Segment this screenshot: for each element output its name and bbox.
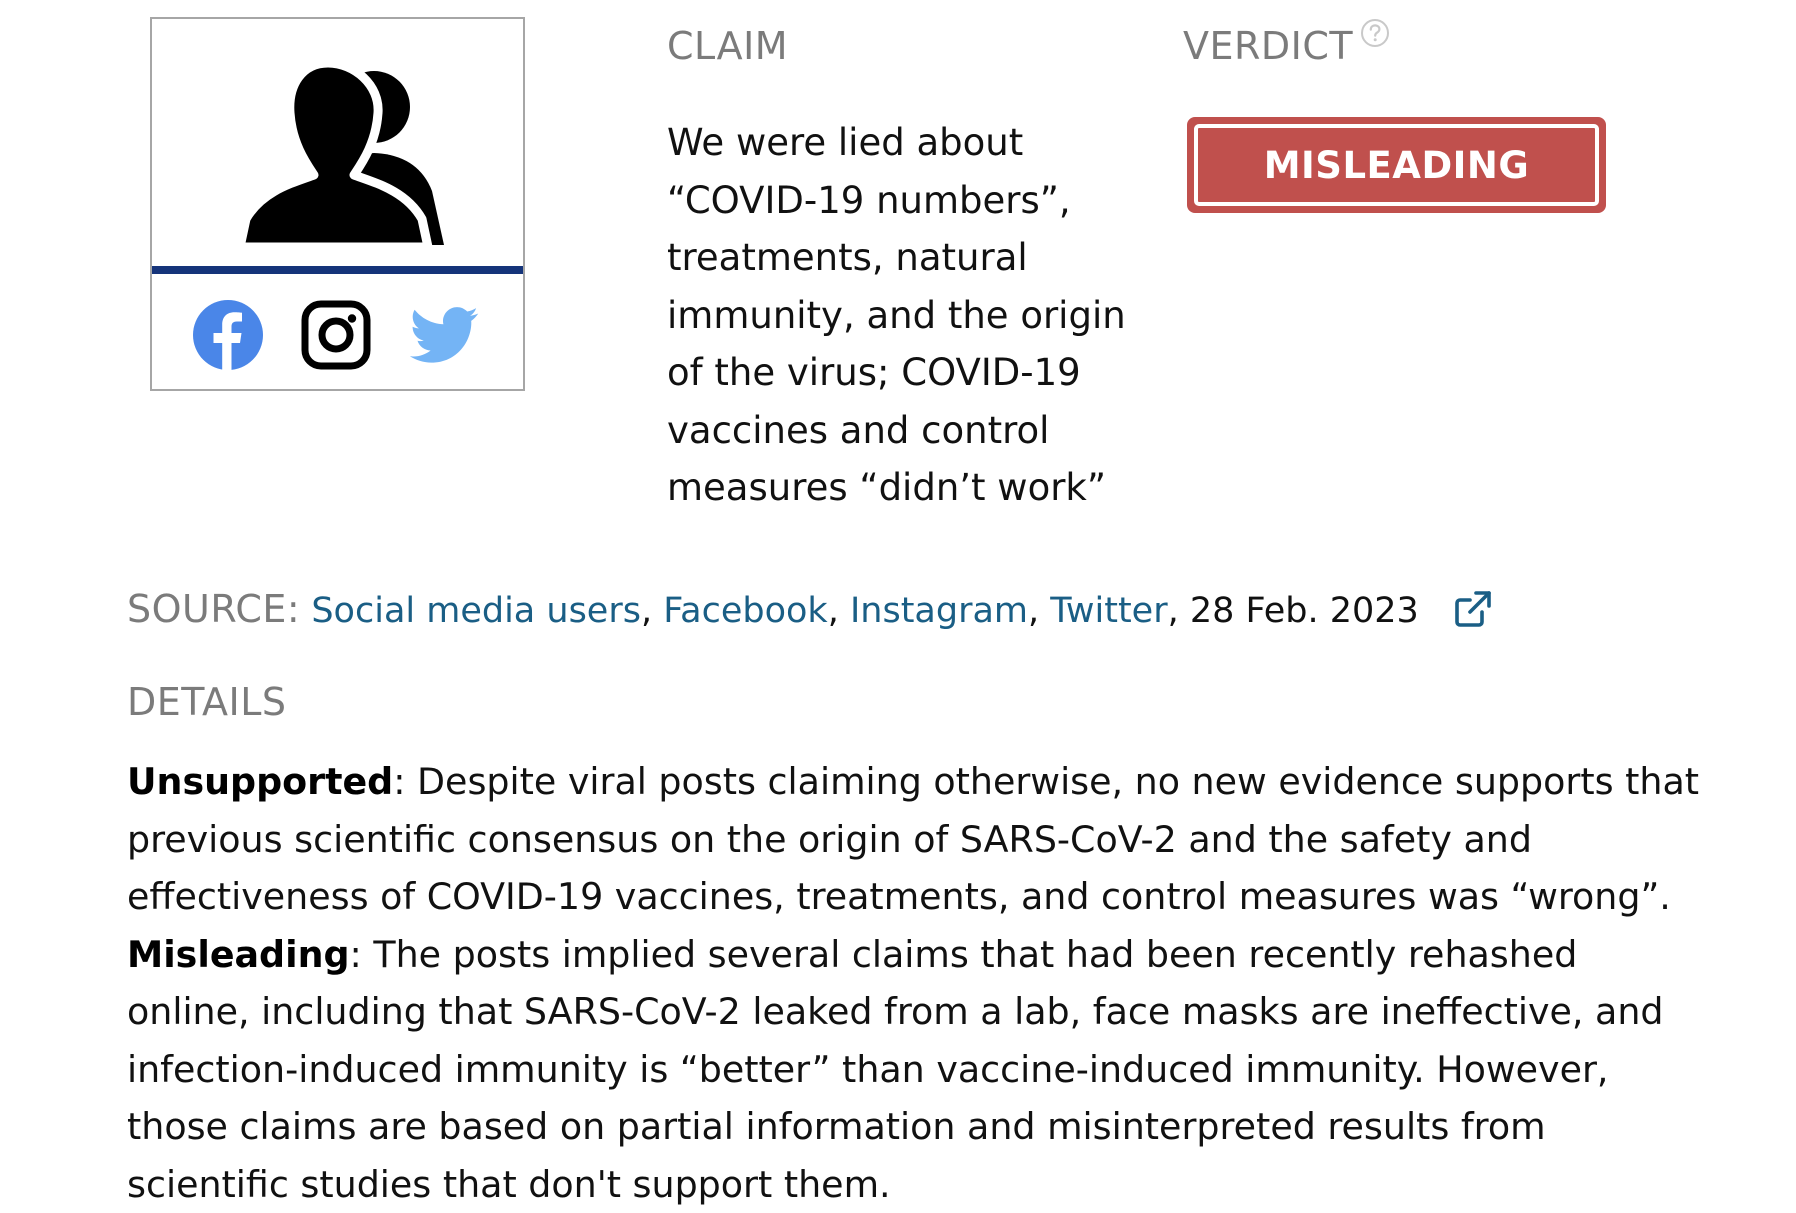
source-link-social-media-users[interactable]: Social media users [311,591,641,631]
details-paragraph-unsupported [127,753,1707,926]
card-divider [152,266,523,274]
details-label-unsupported: Unsupported [127,760,393,803]
source-separator: , [1168,591,1190,631]
verdict-heading: VERDICT [1183,24,1353,68]
source-date: 28 Feb. 2023 [1190,591,1419,631]
instagram-icon [300,299,372,371]
verdict-badge[interactable] [1187,117,1606,213]
question-circle-icon[interactable] [1360,18,1390,48]
details-text-misleading: : The posts implied several claims that had been recently rehashed online, including that SARS-CoV-2 leaked from a lab, face masks are ineffective, and infection-induced immunity is “better” than vaccine-induced immunity. However, those claims are based on partial information and misinterpreted results from scientific studies that don't support them. [127,933,1664,1206]
twitter-icon [408,299,480,371]
social-platform-icons [152,299,523,371]
external-link-icon[interactable] [1454,590,1492,628]
claim-source-card [150,17,525,391]
details-body [127,753,1707,1213]
source-line [127,584,1492,634]
source-link-facebook[interactable]: Facebook [663,591,827,631]
user-group-icon [232,59,452,249]
source-separator: , [1028,591,1050,631]
source-label: SOURCE: [127,587,300,631]
details-paragraph-misleading [127,926,1707,1213]
source-link-twitter[interactable]: Twitter [1050,591,1167,631]
details-text-unsupported: : Despite viral posts claiming otherwise, no new evidence supports that previous scientific consensus on the origin of SARS-CoV-2 and the safety and effectiveness of COVID-19 vaccines, treatments, and control measures was “wrong”. [127,760,1699,918]
facebook-icon [192,299,264,371]
claim-text: We were lied about “COVID-19 numbers”, treatments, natural immunity, and the origin of the virus; COVID-19 vaccines and control measures “didn’t work” [667,114,1137,517]
verdict-label: MISLEADING [1194,124,1599,206]
details-label-misleading: Misleading [127,933,350,976]
source-separator: , [828,591,850,631]
source-separator: , [641,591,663,631]
details-heading: DETAILS [127,680,287,724]
claim-heading: CLAIM [667,24,788,68]
source-link-instagram[interactable]: Instagram [850,591,1028,631]
